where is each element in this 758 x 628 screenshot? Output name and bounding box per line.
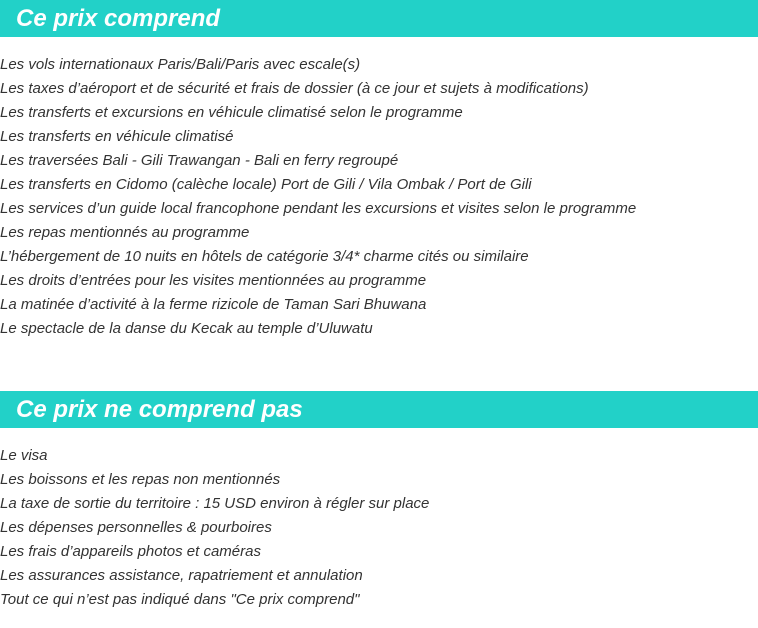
list-item: Le spectacle de la danse du Kecak au temple d’Uluwatu xyxy=(0,320,373,337)
includes-list xyxy=(0,53,636,341)
list-item: Les services d’un guide local francophone pendant les excursions et visites selon le programme xyxy=(0,200,637,217)
list-item: Les repas mentionnés au programme xyxy=(0,224,250,241)
list-item: Les transferts et excursions en véhicule climatisé selon le programme xyxy=(0,104,463,121)
includes-section-title: Ce prix comprend xyxy=(0,0,758,37)
excludes-list xyxy=(0,444,429,612)
list-item: Les vols internationaux Paris/Bali/Paris avec escale(s) xyxy=(0,56,361,73)
list-item: Les assurances assistance, rapatriement et annulation xyxy=(0,567,363,584)
list-item: Les droits d’entrées pour les visites mentionnées au programme xyxy=(0,272,427,289)
list-item: Le visa xyxy=(0,447,48,464)
list-item: Les taxes d’aéroport et de sécurité et frais de dossier (à ce jour et sujets à modifications) xyxy=(0,80,589,97)
list-item: Les traversées Bali - Gili Trawangan - Bali en ferry regroupé xyxy=(0,152,399,169)
list-item: La matinée d’activité à la ferme rizicole de Taman Sari Bhuwana xyxy=(0,296,427,313)
list-item: Les transferts en véhicule climatisé xyxy=(0,128,234,145)
list-item: Les transferts en Cidomo (calèche locale) Port de Gili / Vila Ombak / Port de Gili xyxy=(0,176,532,193)
list-item: Tout ce qui n’est pas indiqué dans "Ce prix comprend" xyxy=(0,591,360,608)
list-item: Les frais d’appareils photos et caméras xyxy=(0,543,261,560)
list-item: Les dépenses personnelles & pourboires xyxy=(0,519,272,536)
list-item: Les boissons et les repas non mentionnés xyxy=(0,471,281,488)
list-item: La taxe de sortie du territoire : 15 USD environ à régler sur place xyxy=(0,495,430,512)
excludes-section-title: Ce prix ne comprend pas xyxy=(0,391,758,428)
list-item: L’hébergement de 10 nuits en hôtels de catégorie 3/4* charme cités ou similaire xyxy=(0,248,529,265)
